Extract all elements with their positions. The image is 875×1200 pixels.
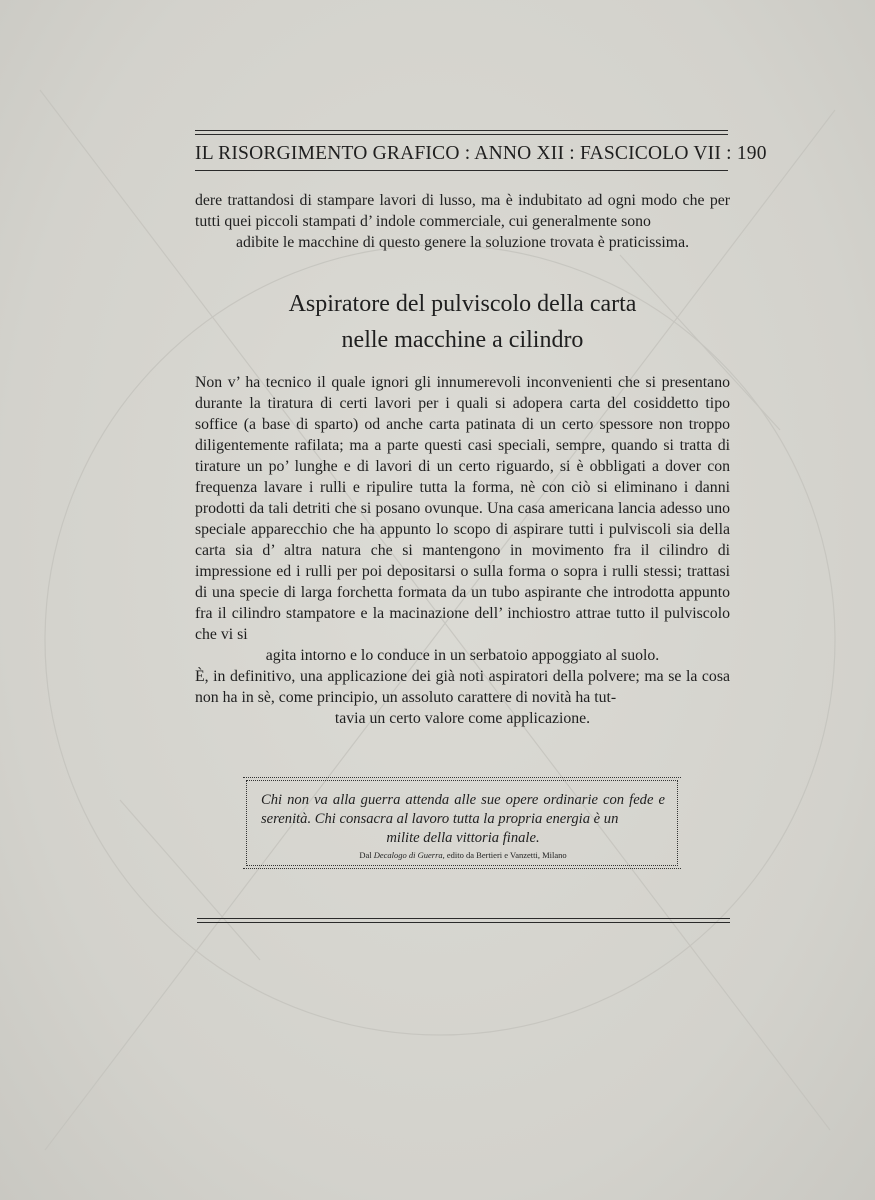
article-paragraph-1: Non v’ ha tecnico il quale ignori gli innumerevoli inconvenienti che si presentano durante la tiratura di certi lavori per i quali si adopera carta del cosiddetto tipo soffice (a base di sparto) od anche carta patinata di un certo spessore non troppo diligentemente rafilata; ma a parte questi casi speciali, sempre, quando si tratta di tirature un po’ lunghe e di lavori di un certo riguardo, si è obbligati a dover con frequenza lavare i rulli e ripulire tutta la forma, nè con ciò si eliminano i danni prodotti da tali detriti che si posano ovunque. Una casa americana lancia adesso uno speciale apparecchio che ha appunto lo scopo di aspirare tutti i pulviscoli sia della carta sia d’ altra natura che si mantengono in movimento fra il cilindro di impressione ed i rulli per poi depositarsi o sulla forma o sopra i rulli stessi; trattasi di una specie di larga forchetta formata da un tubo aspirante che introdotta appunto fra il cilindro stampatore e la macinazione dell’ inchiostro attrae tutto il pulviscolo che vi si bbox=[195, 374, 730, 643]
running-head-text: IL RISORGIMENTO GRAFICO : ANNO XII : FASCICOLO VII : 190 bbox=[195, 143, 767, 164]
quote-text bbox=[261, 791, 665, 848]
quote-source-suffix: edito da Bertieri e Vanzetti, Milano bbox=[446, 850, 567, 860]
article-body bbox=[195, 372, 730, 729]
header-single-rule bbox=[195, 170, 728, 171]
quote-source bbox=[261, 850, 665, 860]
header-double-rule bbox=[195, 130, 728, 135]
quote-source-title: Decalogo di Guerra, bbox=[373, 850, 445, 860]
quote-source-prefix: Dal bbox=[359, 850, 372, 860]
article-paragraph-2-last: tavia un certo valore come applicazione. bbox=[334, 710, 591, 727]
intro-last-line: adibite le macchine di questo genere la soluzione trovata è praticissima. bbox=[235, 234, 690, 251]
quote-box bbox=[246, 780, 678, 866]
quote-main: Chi non va alla guerra attenda alle sue opere ordinarie con fede e serenità. Chi consacra al lavoro tutta la propria energia è un bbox=[261, 792, 665, 827]
footer-double-rule bbox=[197, 918, 730, 923]
quote-last-line: milite della vittoria finale. bbox=[386, 830, 540, 846]
section-title bbox=[195, 286, 730, 358]
section-title-line1: Aspiratore del pulviscolo della carta bbox=[288, 291, 637, 317]
section-title-line2: nelle macchine a cilindro bbox=[341, 327, 584, 353]
intro-paragraph bbox=[195, 190, 730, 253]
intro-text: dere trattandosi di stampare lavori di lusso, ma è indubitato ad ogni modo che per tutti quei piccoli stampati d’ indole commerciale, cui generalmente sono bbox=[195, 192, 730, 230]
running-header bbox=[195, 130, 767, 171]
article-paragraph-1-last: agita intorno e lo conduce in un serbatoio appoggiato al suolo. bbox=[265, 647, 660, 664]
article-paragraph-2: È, in definitivo, una applicazione dei già noti aspiratori della polvere; ma se la cosa non ha in sè, come principio, un assoluto carattere di novità ha tut- bbox=[195, 668, 730, 706]
